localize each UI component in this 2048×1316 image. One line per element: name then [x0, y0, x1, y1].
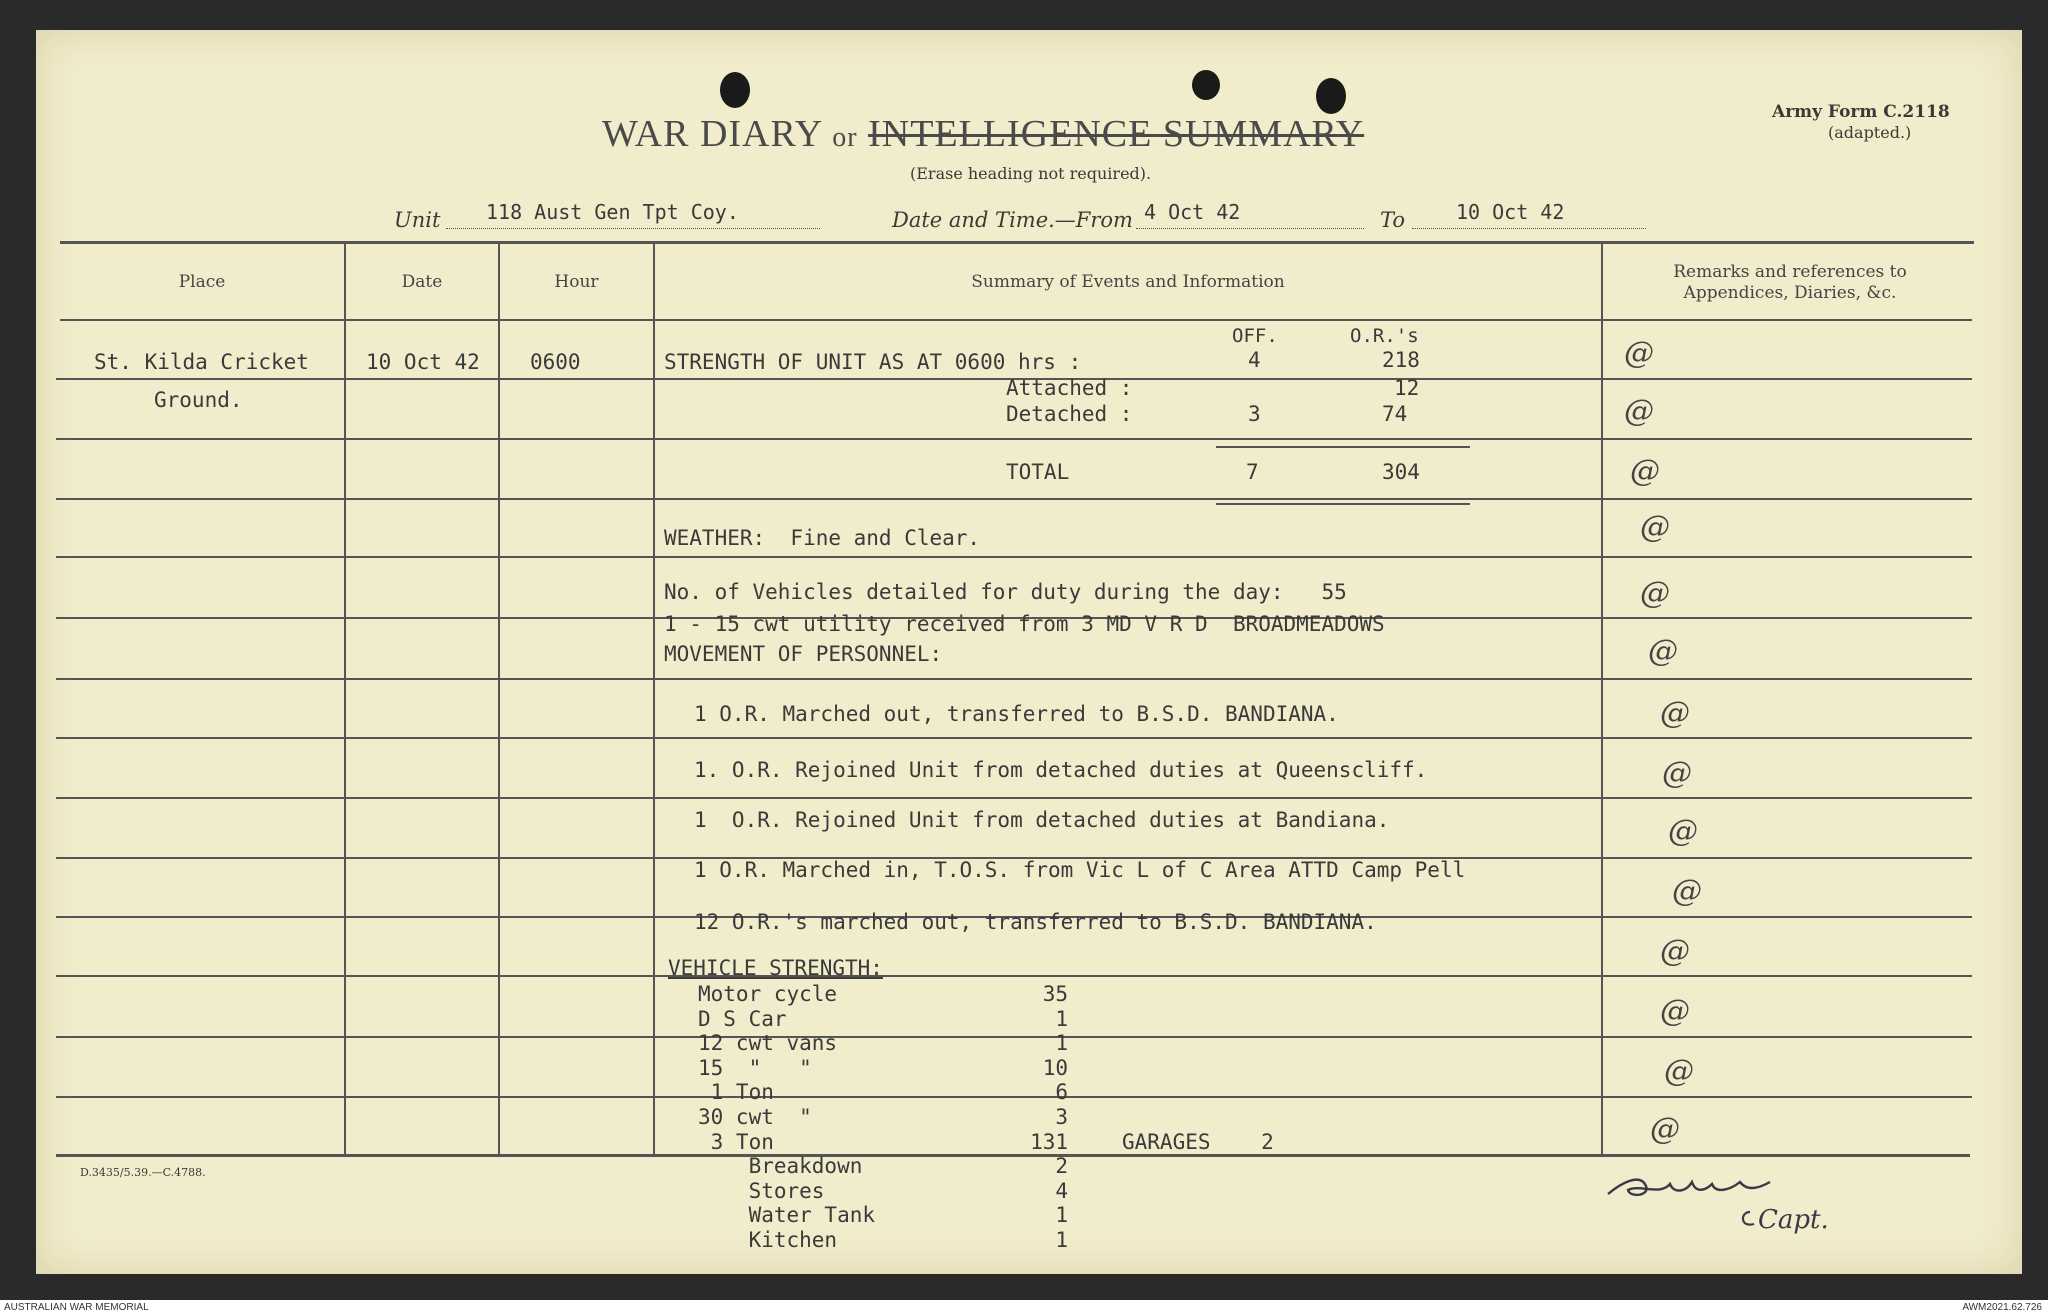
vehicle-qty: 6	[1055, 1080, 1068, 1105]
remark-tick-icon: @	[1660, 934, 1690, 969]
garages-value: 2	[1261, 1130, 1274, 1154]
footer-right: AWM2021.62.726	[1962, 1302, 2042, 1313]
total-rule-bottom	[1216, 503, 1470, 505]
remark-tick-icon: @	[1624, 336, 1654, 371]
title-or: or	[832, 122, 858, 153]
movement-heading: MOVEMENT OF PERSONNEL:	[664, 642, 943, 666]
strength-ors: 218	[1382, 348, 1420, 372]
vehicle-qty: 1	[1055, 1006, 1068, 1031]
vehicle-name: Stores	[698, 1178, 825, 1203]
total-off: 7	[1246, 460, 1259, 484]
punch-hole	[720, 72, 750, 108]
vehicle-list	[698, 982, 1078, 1253]
vehicles-detailed-line: No. of Vehicles detailed for duty during the day: 55	[664, 580, 1347, 604]
vehicle-name: Kitchen	[698, 1227, 838, 1252]
movement-line-3: 1 O.R. Rejoined Unit from detached duties at Bandiana.	[694, 808, 1390, 832]
remark-tick-icon: @	[1624, 394, 1654, 429]
detached-ors: 74	[1382, 402, 1408, 426]
vehicle-name: 30 cwt "	[698, 1104, 812, 1129]
signature-rank: Capt.	[1758, 1205, 1829, 1235]
vehicle-row	[698, 982, 1078, 1007]
vehicle-row	[698, 1056, 1078, 1081]
row-rule	[56, 498, 1972, 500]
form-name: Army Form C.2118	[1772, 102, 1950, 122]
remark-tick-icon: @	[1640, 510, 1670, 545]
movement-line-5: 12 O.R.'s marched out, transferred to B.S.D. BANDIANA.	[694, 910, 1377, 934]
remark-tick-icon: @	[1672, 874, 1702, 909]
vehicle-row	[698, 1179, 1078, 1204]
movement-line-2: 1. O.R. Rejoined Unit from detached duties at Queenscliff.	[694, 758, 1428, 782]
erase-note: (Erase heading not required).	[910, 164, 1152, 183]
col-header-hour: Hour	[554, 272, 599, 292]
vehicle-row	[698, 1031, 1078, 1056]
remark-tick-icon: @	[1662, 756, 1692, 791]
form-adapted: (adapted.)	[1828, 123, 1912, 142]
strength-col-off: OFF.	[1232, 325, 1278, 347]
remark-tick-icon: @	[1664, 1054, 1694, 1089]
vehicle-row	[698, 1007, 1078, 1032]
table-header-divider	[60, 319, 1972, 321]
entry-place-line2: Ground.	[154, 388, 243, 412]
col-header-date: Date	[401, 272, 443, 292]
vehicle-qty: 4	[1055, 1178, 1068, 1203]
vehicle-name: 3 Ton	[698, 1129, 774, 1154]
date-to: 10 Oct 42	[1456, 200, 1565, 224]
col-header-summary: Summary of Events and Information	[971, 272, 1285, 292]
col-header-place: Place	[178, 272, 226, 292]
weather-line: WEATHER: Fine and Clear.	[664, 526, 981, 550]
col-header-remarks: Remarks and references to Appendices, Diaries, &c.	[1673, 262, 1907, 303]
total-label: TOTAL	[1006, 460, 1070, 484]
remark-tick-icon: @	[1630, 454, 1660, 489]
movement-line-4: 1 O.R. Marched in, T.O.S. from Vic L of C Area ATTD Camp Pell	[694, 858, 1466, 882]
print-code: D.3435/5.39.—C.4788.	[80, 1166, 206, 1179]
row-rule	[56, 438, 1972, 440]
detached-label: Detached :	[1006, 402, 1133, 426]
vehicle-qty: 2	[1055, 1154, 1068, 1179]
total-ors: 304	[1382, 460, 1420, 484]
vehicle-row	[698, 1203, 1078, 1228]
archive-footer	[0, 1300, 2048, 1316]
entry-date: 10 Oct 42	[366, 350, 480, 374]
row-rule	[56, 797, 1972, 799]
to-label: To	[1380, 208, 1406, 232]
vehicle-qty: 1	[1055, 1031, 1068, 1056]
vehicle-row	[698, 1080, 1078, 1105]
attached-label: Attached :	[1006, 376, 1133, 400]
date-from: 4 Oct 42	[1144, 200, 1241, 224]
detached-off: 3	[1248, 402, 1261, 426]
movement-line-1: 1 O.R. Marched out, transferred to B.S.D. BANDIANA.	[694, 702, 1339, 726]
vehicle-name: 1 Ton	[698, 1080, 774, 1105]
remark-tick-icon: @	[1660, 696, 1690, 731]
garages-label: GARAGES	[1122, 1130, 1211, 1154]
utility-line: 1 - 15 cwt utility received from 3 MD V R D BROADMEADOWS	[664, 612, 1385, 636]
vehicle-name: D S Car	[698, 1006, 787, 1031]
vehicle-row	[698, 1105, 1078, 1130]
strength-off: 4	[1248, 348, 1261, 372]
vehicle-qty: 131	[1030, 1129, 1068, 1154]
unit-underline	[446, 228, 820, 229]
remark-tick-icon: @	[1660, 994, 1690, 1029]
remark-tick-icon: @	[1650, 1112, 1680, 1147]
punch-hole	[1316, 78, 1346, 114]
title-war-diary: WAR DIARY	[602, 113, 822, 155]
unit-label: Unit	[394, 208, 441, 232]
remark-tick-icon: @	[1640, 576, 1670, 611]
date-to-underline	[1412, 228, 1646, 229]
table-top-border	[60, 241, 1974, 244]
remark-tick-icon: @	[1648, 634, 1678, 669]
row-rule	[56, 975, 1972, 977]
punch-hole	[1192, 70, 1220, 100]
footer-left: AUSTRALIAN WAR MEMORIAL	[4, 1302, 149, 1313]
entry-hour: 0600	[530, 350, 581, 374]
vehicle-row	[698, 1130, 1078, 1155]
signature	[1600, 1164, 1830, 1254]
vehicle-name: Water Tank	[698, 1203, 876, 1228]
vehicle-qty: 10	[1042, 1055, 1068, 1080]
entry-place-line1: St. Kilda Cricket	[94, 350, 309, 374]
vehicle-qty: 35	[1042, 982, 1068, 1006]
total-rule-top	[1216, 446, 1470, 448]
garages	[1122, 1130, 1274, 1154]
vehicle-name: 15 " "	[698, 1055, 812, 1080]
title-struck: INTELLIGENCE SUMMARY	[868, 113, 1365, 155]
vehicle-strength-heading: VEHICLE STRENGTH:	[668, 956, 883, 980]
vehicle-qty: 3	[1055, 1104, 1068, 1129]
vehicle-row	[698, 1228, 1078, 1253]
date-label: Date and Time.—From	[892, 208, 1133, 232]
strength-label: STRENGTH OF UNIT AS AT 0600 hrs :	[664, 350, 1082, 374]
vehicle-name: Breakdown	[698, 1154, 863, 1179]
vehicle-qty: 1	[1055, 1227, 1068, 1252]
attached-ors: 12	[1394, 376, 1420, 400]
row-rule	[56, 737, 1972, 739]
row-rule	[56, 556, 1972, 558]
remark-tick-icon: @	[1668, 814, 1698, 849]
strength-col-ors: O.R.'s	[1350, 325, 1419, 347]
row-rule	[56, 678, 1972, 680]
date-from-underline	[1136, 228, 1364, 229]
page-title	[602, 112, 1364, 156]
vehicle-name: Motor cycle	[698, 982, 838, 1006]
vehicle-name: 12 cwt vans	[698, 1031, 838, 1056]
vehicle-row	[698, 1154, 1078, 1179]
vehicle-qty: 1	[1055, 1203, 1068, 1228]
unit-value: 118 Aust Gen Tpt Coy.	[486, 200, 739, 224]
